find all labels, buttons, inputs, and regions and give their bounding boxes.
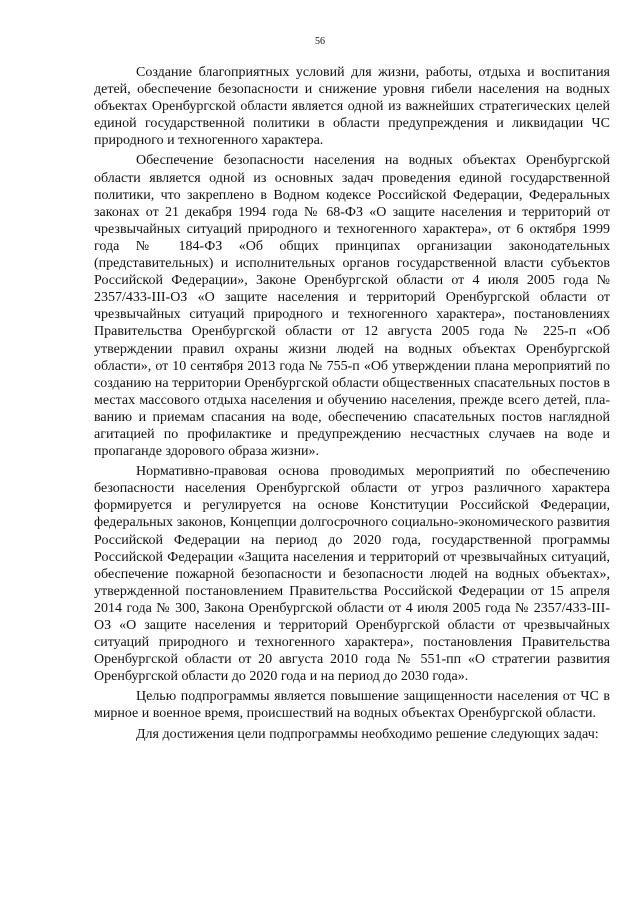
paragraph-legal-acts: Обеспечение безопасности населения на водных объектах Оренбургской области является одной из основных задач проведения единой государственной политики, что закреплено в Водном кодексе Российской Федерации, Федеральных законах от 21 декабря 1994 года № 68-ФЗ «О защите населения и территорий от чрезвычайных ситуаций природного и техногенного характера», от 6 октября 1999 года № 184-ФЗ «Об общих принципах организации законодательных (представительных) и исполнительных органов государственной власти субъектов Российской Федерации», Законе Оренбургской области от 4 июля 2005 года № 2357/433-III-ОЗ «О защите населения и территорий Оренбургской области от чрезвычайных ситуаций природного и техногенного характера», постановлениях Правительства Оренбургской области от 12 августа 2005 года № 225-п «Об утверждении правил охраны жизни людей на водных объектах Оренбургской области», от 10 сентября 2013 года № 755-п «Об утверждении плана мероприятий по созданию на территории Оренбургской области общественных спасательных постов в местах массового отдыха населения и обучению населения, прежде всего детей, плаванию и приемам спасания на воде, обеспечению спасательных постов наглядной агитацией по профилактике и предупреждению несчастных случаев на воде и пропаганде здорового образа жизни». bbox=[94, 153, 610, 460]
paragraph-tasks-intro: Для достижения цели подпрограммы необходимо решение следующих задач: bbox=[136, 726, 599, 742]
document-body bbox=[94, 64, 610, 746]
paragraph-legal-basis: Нормативно-правовая основа проводимых мероприятий по обеспечению безопасности населения Оренбургской области от угроз различного характера формируется и регулируется на основе Конституции Российской Федерации, федеральных законов, Концепции долгосрочного социально-экономического развития Российской Федерации на период до 2020 года, государственной программы Российской Федерации «Защита населения и территорий от чрезвычайных ситуаций, обеспечение пожарной безопасности и безопасности людей на водных объектах», утвержденной постановлением Правительства Российской Федерации от 15 апреля 2014 года № 300, Закона Оренбургской области от 4 июля 2005 года № 2357/433-III-ОЗ «О защите населения и территорий Оренбургской области от чрезвычайных ситуаций природного и техногенного характера», постановления Правительства Оренбургской области от 20 августа 2010 года № 551-пп «О стратегии развития Оренбургской области до 2020 года и на период до 2030 года». bbox=[94, 464, 610, 685]
paragraph-subprogram-aim: Целью подпрограммы является повышение защищенности населения от ЧС в мирное и военное время, происшествий на водных объектах Оренбургской области. bbox=[94, 689, 610, 722]
paragraph-goals: Создание благоприятных условий для жизни, работы, отдыха и воспитания детей, обеспечение безопасности и снижение уровня гибели населения на водных объектах Оренбургской области является одной из важнейших стратегических целей единой государственной политики в области предупреждения и ликвидации ЧС природного и техногенного характера. bbox=[94, 65, 610, 149]
page-number: 56 bbox=[315, 36, 325, 47]
